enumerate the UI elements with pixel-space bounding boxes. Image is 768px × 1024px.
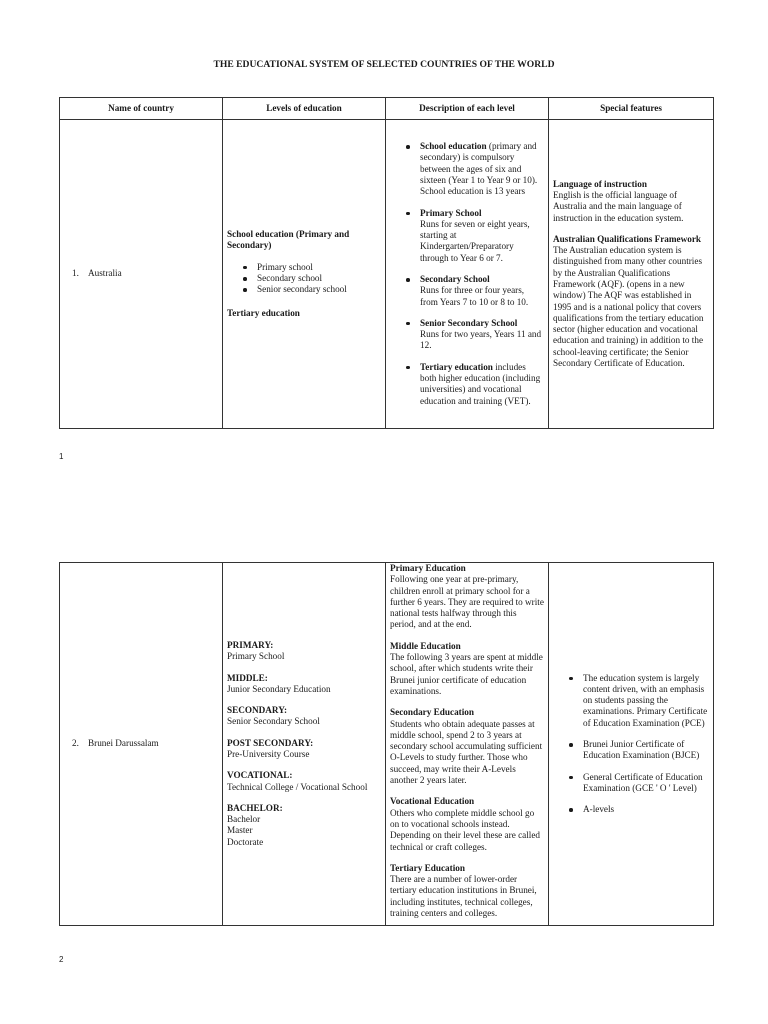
level-text: Master xyxy=(227,825,253,836)
list-item: Primary school xyxy=(227,262,381,273)
level-heading: Tertiary education xyxy=(227,307,300,318)
feature-heading: Australian Qualifications Framework xyxy=(553,233,702,244)
country-name: Brunei Darussalam xyxy=(88,738,159,749)
features-cell xyxy=(549,563,714,926)
item-heading: Secondary School xyxy=(420,274,490,284)
item-heading: School education xyxy=(420,141,487,152)
levels-cell xyxy=(223,563,386,926)
feature-text: English is the official language of Australia and the main language of instruction in the education system. xyxy=(553,189,684,223)
description-cell xyxy=(386,563,549,926)
desc-heading: Middle Education xyxy=(390,640,461,651)
header-features: Special features xyxy=(549,98,714,120)
education-table-page-2 xyxy=(59,562,714,926)
list-item xyxy=(390,274,544,308)
country-name: Australia xyxy=(88,268,122,279)
desc-text: Others who complete middle school go on to vocational schools instead. Depending on their level these are called technical or craft colleges. xyxy=(390,807,540,852)
description-list xyxy=(390,141,544,407)
description-cell xyxy=(386,120,549,429)
list-item: A-levels xyxy=(553,804,709,815)
document-title: THE EDUCATIONAL SYSTEM OF SELECTED COUNTRIES OF THE WORLD xyxy=(213,59,555,70)
header-description: Description of each level xyxy=(386,98,549,120)
country-cell xyxy=(60,120,223,429)
desc-text: Students who obtain adequate passes at middle school, spend 2 to 3 years at secondary school accumulating sufficient O-Levels to study further. Those who succeed, may write their A-Levels another 2 years later. xyxy=(390,718,543,786)
item-heading: Senior Secondary School xyxy=(420,317,518,328)
level-text: Junior Secondary Education xyxy=(227,683,331,694)
level-heading: PRIMARY: xyxy=(227,639,274,650)
level-text: Bachelor xyxy=(227,814,261,825)
list-item xyxy=(390,362,544,407)
item-text: Runs for three or four years, from Years 7 to 10 or 8 to 10. xyxy=(420,285,529,307)
level-heading: MIDDLE: xyxy=(227,672,268,683)
header-levels: Levels of education xyxy=(223,98,386,120)
features-cell xyxy=(549,120,714,429)
level-text: Senior Secondary School xyxy=(227,716,320,727)
list-item: Senior secondary school xyxy=(227,284,381,295)
item-text: Runs for two years, Years 11 and 12. xyxy=(420,329,542,351)
feature-heading: Language of instruction xyxy=(553,178,647,189)
level-heading: VOCATIONAL: xyxy=(227,770,293,781)
page-number: 2 xyxy=(59,955,64,964)
level-heading: POST SECONDARY: xyxy=(227,737,314,748)
feature-text: The Australian education system is distinguished from many other countries by the Australian Qualifications Framework (AQF). (opens in a new window) The AQF was established in 1995 and is a national policy that covers qualifications from the tertiary education sector (higher education and vocational education and training) in addition to the school-leaving certificate; the Senior Secondary Certificate of Education. xyxy=(553,245,704,369)
levels-cell xyxy=(223,120,386,429)
table-row-brunei xyxy=(60,563,714,926)
table-row-australia xyxy=(60,120,714,429)
level-text: Pre-University Course xyxy=(227,749,310,759)
item-heading: Primary School xyxy=(420,207,482,218)
list-item: Secondary school xyxy=(227,273,381,284)
list-item xyxy=(390,318,544,352)
item-text: Runs for seven or eight years, starting at Kindergarten/Preparatory through to Year 6 or 7. xyxy=(420,218,530,263)
country-cell xyxy=(60,563,223,926)
list-item: The education system is largely content driven, with an emphasis on students passing the examinations. Primary Certificate of Education Examination (PCE) xyxy=(553,673,709,729)
level-heading: School education (Primary and Secondary) xyxy=(227,229,350,251)
desc-heading: Secondary Education xyxy=(390,707,474,718)
level-heading: BACHELOR: xyxy=(227,802,283,813)
level-list xyxy=(227,262,381,296)
features-list xyxy=(553,673,709,816)
desc-heading: Tertiary Education xyxy=(390,862,465,873)
table-header-row xyxy=(60,98,714,120)
level-text: Primary School xyxy=(227,651,285,662)
desc-text: Following one year at pre-primary, children enroll at primary school for a further 6 years. They are required to write national tests halfway through this period, and at the end. xyxy=(390,574,544,630)
level-text: Doctorate xyxy=(227,836,264,847)
list-item xyxy=(390,141,544,197)
item-heading: Tertiary education xyxy=(420,361,493,372)
header-country: Name of country xyxy=(60,98,223,120)
level-text: Technical College / Vocational School xyxy=(227,781,368,792)
desc-heading: Vocational Education xyxy=(390,796,475,807)
level-heading: SECONDARY: xyxy=(227,705,288,716)
page-number: 1 xyxy=(59,452,64,461)
list-item: Brunei Junior Certificate of Education Examination (BJCE) xyxy=(553,739,709,762)
item-text: (primary and secondary) is compulsory between the ages of six and sixteen (Year 1 to Year 9 or 10). School education is 13 years xyxy=(420,141,538,197)
education-table-page-1 xyxy=(59,97,714,429)
desc-text: The following 3 years are spent at middle school, after which students write their Brunei junior certificate of education examinations. xyxy=(390,652,543,696)
list-item xyxy=(390,208,544,264)
country-number: 2. xyxy=(72,738,79,749)
desc-text: There are a number of lower-order tertiary education institutions in Brunei, including institutes, technical colleges, training centers and colleges. xyxy=(390,874,537,919)
item-text: includes both higher education (including universities) and vocational education and training (VET). xyxy=(420,361,541,406)
desc-heading: Primary Education xyxy=(390,563,466,573)
list-item: General Certificate of Education Examination (GCE ' O ' Level) xyxy=(553,772,709,795)
country-number: 1. xyxy=(72,268,79,279)
